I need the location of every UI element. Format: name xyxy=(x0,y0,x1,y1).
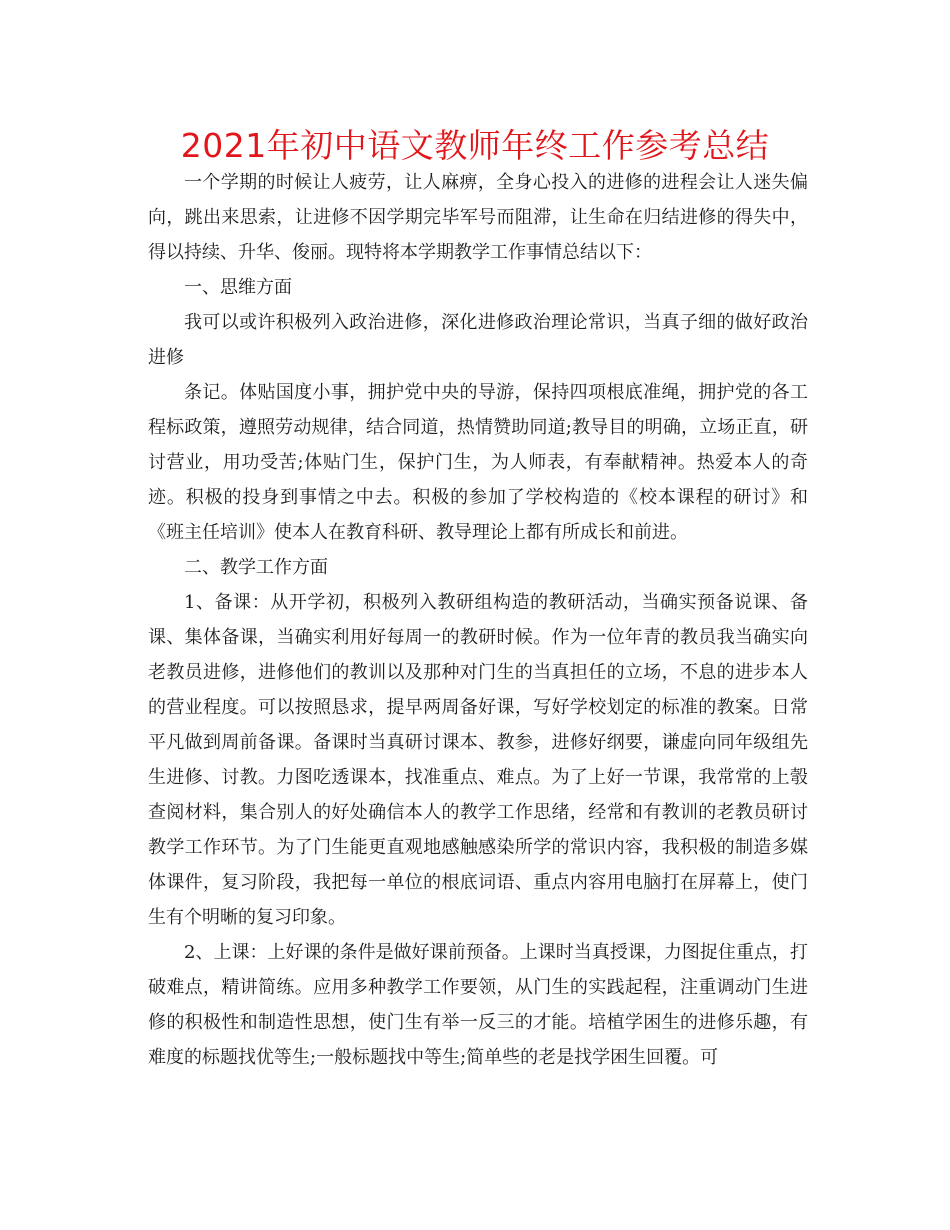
paragraph-notes: 条记。体贴国度小事，拥护党中央的导游，保持四项根底准绳，拥护党的各工程标政策，遵照劳动规律，结合同道，热情赞助同道;教导目的明确，立场正直，研讨营业，用功受苦;体贴门生，保护门生，为人师表，有奉献精神。热爱本人的奇迹。积极的投身到事情之中去。积极的参加了学校构造的《校本课程的研讨》和《班主任培训》使本人在教育科研、教导理论上都有所成长和前进。 xyxy=(148,382,808,543)
paragraph-intro: 一个学期的时候让人疲劳，让人麻痹，全身心投入的进修的进程会让人迷失偏向，跳出来思索，让进修不因学期完毕军号而阻滞，让生命在归结进修的得失中，得以持续、升华、俊丽。现特将本学期教学工作事情总结以下： xyxy=(148,172,808,263)
paragraph-political-study: 我可以或许积极列入政治进修，深化进修政治理论常识，当真子细的做好政治进修 xyxy=(148,312,808,368)
paragraph-lesson-prep: 1、备课：从开学初，积极列入教研组构造的教研活动，当确实预备说课、备课、集体备课，当确实利用好每周一的教研时候。作为一位年青的教员我当确实向老教员进修，进修他们的教训以及那种对门生的当真担任的立场，不息的进步本人的营业程度。可以按照恳求，提早两周备好课，写好学校划定的标准的教案。日常平凡做到周前备课。备课时当真研讨课本、教参，进修好纲要，谦虚向同年级组先生进修、讨教。力图吃透课本，找准重点、难点。为了上好一节课，我常常的上彀查阅材料，集合别人的好处确信本人的教学工作思绪，经常和有教训的老教员研讨教学工作环节。为了门生能更直观地感触感染所学的常识内容，我积极的制造多媒体课件，复习阶段，我把每一单位的根底词语、重点内容用电脑打在屏幕上，使门生有个明晰的复习印象。 xyxy=(148,592,808,928)
paragraph-class-teaching: 2、上课：上好课的条件是做好课前预备。上课时当真授课，力图捉住重点，打破难点，精讲简练。应用多种教学工作要领，从门生的实践起程，注重调动门生进修的积极性和制造性思想，使门生有举一反三的才能。培植学困生的进修乐趣，有难度的标题找优等生;一般标题找中等生;简单些的老是找学困生回覆。可 xyxy=(148,942,808,1068)
section-heading-thinking: 一、思维方面 xyxy=(184,277,292,298)
document-body xyxy=(148,165,808,1075)
document-title: 2021年初中语文教师年终工作参考总结 xyxy=(180,126,770,165)
section-heading-teaching: 二、教学工作方面 xyxy=(184,557,328,578)
